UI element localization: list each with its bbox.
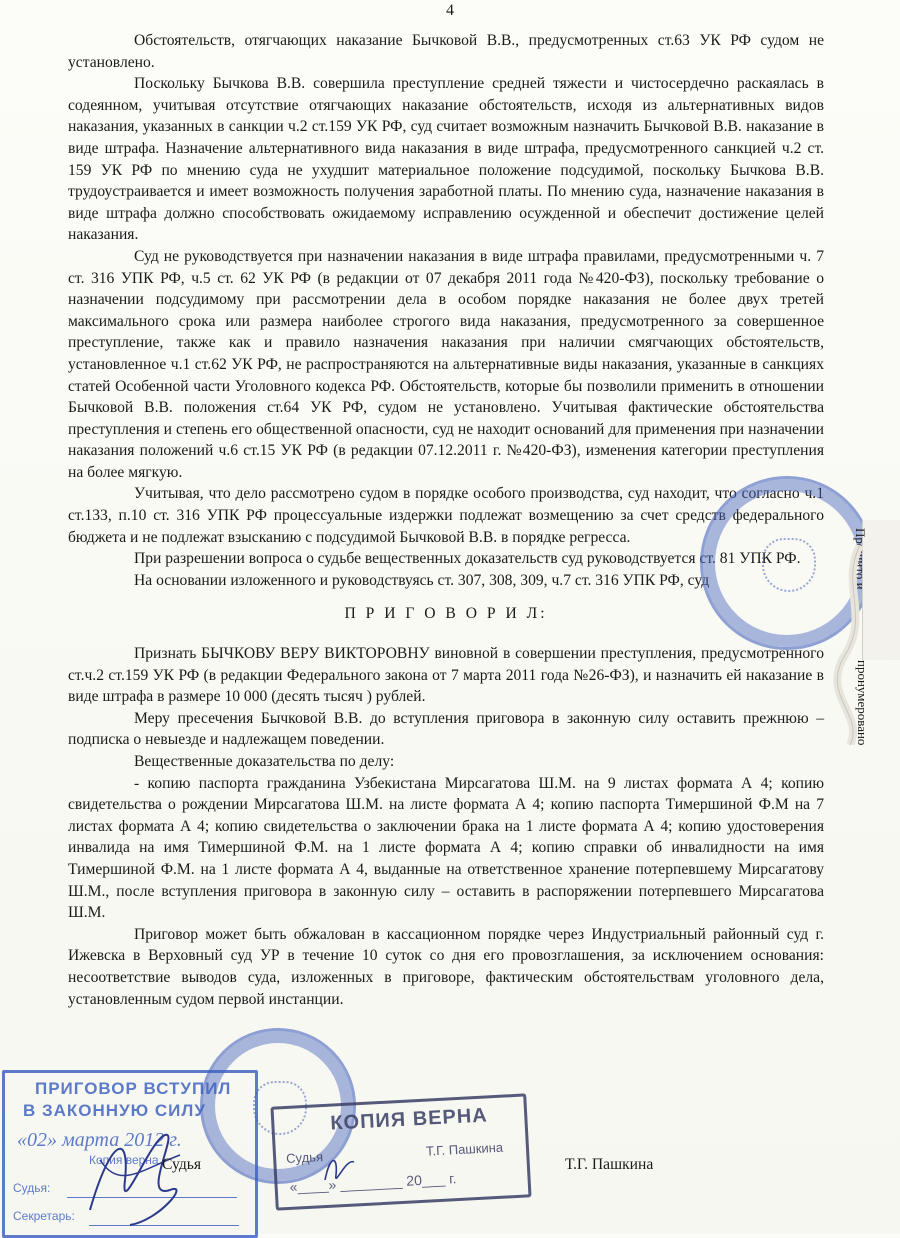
paragraph-evidence-fate: При разрешении вопроса о судьбе вещественных доказательств суд руководствуется ст. 81 УПК РФ. (134, 550, 801, 568)
paragraph-basis: На основании изложенного и руководствуясь ст. 307, 308, 309, ч.7 ст. 316 УПК РФ, суд (134, 571, 710, 589)
stamp-copy-judge: Судья (285, 1149, 324, 1167)
judge-signature-icon (70, 1120, 200, 1230)
ruling-measure: Меру пресечения Бычковой В.В. до вступления приговора в законную силу оставить прежнюю – подписка о невыезде и надлежащем поведении. (68, 709, 824, 749)
court-seal-right (700, 476, 874, 650)
signature-name: Т.Г. Пашкина (565, 1156, 654, 1173)
ruling-appeal: Приговор может быть обжалован в кассационном порядке через Индустриальный районный суд г. Ижевска в Верховный суд УР в течение 10 суток со дня его провозглашения, за исключением основания: несоответствие выводов суда, изложенных в приговоре, фактическим обстоятельствам уголовного дела, установленным судом первой инстанции. (68, 925, 824, 1008)
stamp-secretary-label: Секретарь: (13, 1209, 75, 1223)
stamp-copy-true (270, 1093, 531, 1210)
paragraph-rules: Суд не руководствуется при назначении наказания в виде штрафа правилами, предусмотренными ч. 7 ст. 316 УПК РФ, ч.5 ст. 62 УК РФ (в редакции от 07 декабря 2011 года №420-ФЗ), поскольку требование о назначении подсудимому при рассмотрении дела в особом порядке наказания не более двух третей максимального срока или размера наиболее строгого вида наказания, предусмотренного за совершенное преступление, также как и правило назначения наказания при наличии смягчающих обстоятельств, установленное ч.1 ст.62 УК РФ, не распространяются на альтернативные виды наказания, указанные в санкциях статей Особенной части Уголовного кодекса РФ. Обстоятельств, которые бы позволили применить в отношении Бычковой В.В. положения ст.64 УК РФ, судом не установлено. Учитывая фактические обстоятельства преступления и степень его общественной опасности, суд не находит оснований для применения при назначении наказания положений ч.6 ст.15 УК РФ (в редакции 07.12.2011 г. №420-ФЗ), изменения категории преступления на более мягкую. (68, 247, 824, 481)
page-number: 4 (446, 2, 454, 19)
ruling-guilty: Признать БЫЧКОВУ ВЕРУ ВИКТОРОВНУ виновной в совершении преступления, предусмотренного ст.ч.2 ст.159 УК РФ (в редакции Федерального закона от 7 марта 2011 года №26-ФЗ), и назначить ей наказание в виде штрафа в размере 10 000 (десять тысяч ) рублей. (68, 645, 824, 706)
stamp-copy-title: КОПИЯ ВЕРНА (329, 1104, 489, 1135)
stamp-line-2: В ЗАКОННУЮ СИЛУ (23, 1101, 206, 1120)
stamp-judge-label: Судья: (13, 1181, 51, 1195)
stamp-copy-label: Копия верна (89, 1153, 159, 1167)
verdict-heading: П Р И Г О В О Р И Л: (344, 605, 548, 623)
stamp-line-1: ПРИГОВОР ВСТУПИЛ (35, 1079, 232, 1098)
signature-role: Судья (162, 1156, 202, 1173)
copy-signature-icon (320, 1150, 360, 1190)
stamp-copy-name: Т.Г. Пашкина (425, 1139, 504, 1159)
stamp-date: «02» марта 2012 г. (17, 1129, 182, 1151)
eagle-emblem-icon (762, 538, 816, 592)
ruling-evidence-list: - копию паспорта гражданина Узбекистана Мирсагатова Ш.М. на 9 листах формата А 4; копию свидетельства о рождении Мирсагатова Ш.М. на листе формата А 4; копию паспорта Тимершиной Ф.М на 7 листах формата А 4; копию свидетельства о заключении брака на 1 листе формата А 4; копию удостоверения инвалида на имя Тимершиной Ф.М. на 1 листе формата А 4; копию справки об инвалидности на имя Тимершиной Ф.М. на 1 листе формата А 4, выданные на ответственное хранение потерпевшему Мирсагатову Ш.М., после вступления приговора в законную силу – оставить в распоряжении потерпевшего Мирсагатова Ш.М. (68, 774, 824, 922)
stamp-copy-date: «____» ________ 20___ г. (289, 1170, 457, 1195)
binding-label: Прошито и (853, 528, 868, 590)
paragraph-costs: Учитывая, что дело рассмотрено судом в порядке особого производства, суд находит, что согласно ч.1 ст.133, п.10 ст. 316 УПК РФ процессуальные издержки подлежат возмещению за счет средств федерального бюджета и не подлежат взысканию с подсудимой Бычковой В.В. в порядке регресса. (68, 485, 824, 546)
ruling-evidence-heading: Вещественные доказательства по делу: (134, 753, 395, 770)
paragraph-aggravating: Обстоятельств, отягчающих наказание Бычковой В.В., предусмотренных ст.63 УК РФ судом не установлено. (68, 32, 824, 71)
paragraph-fine-reasoning: Поскольку Бычкова В.В. совершила преступление средней тяжести и чистосердечно раскаялась в содеянном, учитывая отсутствие отягчающих наказание обстоятельств, исходя из альтернативных видов наказания, указанных в санкции ч.2 ст.159 УК РФ, суд считает возможным назначить Бычковой В.В. наказание в виде штрафа. Назначение альтернативного вида наказания в виде штрафа, предусмотренного санкцией ч.2 ст. 159 УК РФ по мнению суда не ухудшит материальное положение подсудимой, поскольку Бычкова В.В. трудоустраивается и имеет возможность получения заработной платы. По мнению суда, назначение наказания в виде штрафа должно способствовать ожидаемому исправлению осужденной и обеспечит достижение целей наказания. (68, 75, 824, 244)
binding-label-2: пронумеровано (855, 660, 870, 746)
